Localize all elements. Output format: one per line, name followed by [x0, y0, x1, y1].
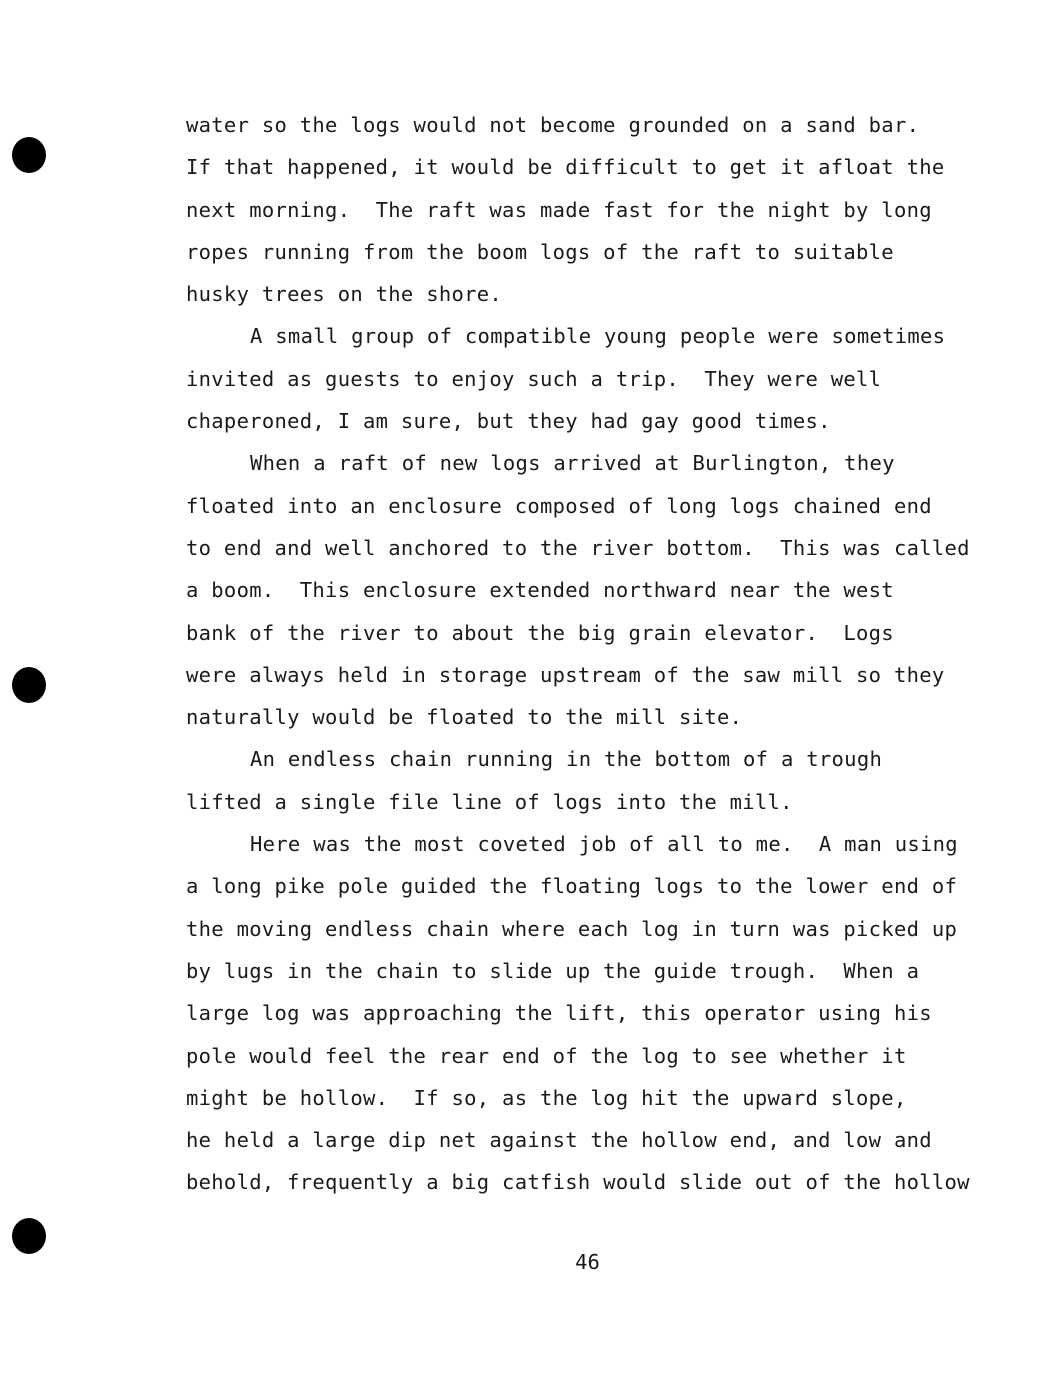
text-line: next morning. The raft was made fast for the night by long — [186, 197, 932, 222]
text-line: chaperoned, I am sure, but they had gay good times. — [186, 409, 831, 434]
page-body — [186, 104, 986, 1204]
text-line: water so the logs would not become grounded on a sand bar. — [186, 113, 920, 137]
binder-hole-top — [12, 137, 46, 173]
text-line: naturally would be floated to the mill site. — [186, 705, 743, 730]
text-line: were always held in storage upstream of the saw mill so they — [186, 662, 945, 687]
text-line: ropes running from the boom logs of the raft to suitable — [186, 239, 894, 264]
text-line: a boom. This enclosure extended northward near the west — [186, 578, 894, 603]
binder-hole-bottom — [12, 1218, 46, 1254]
text-line: husky trees on the shore. — [186, 282, 503, 307]
text-line: by lugs in the chain to slide up the guide trough. When a — [186, 958, 920, 983]
text-line: might be hollow. If so, as the log hit the upward slope, — [186, 1085, 907, 1110]
text-line: the moving endless chain where each log in turn was picked up — [186, 916, 958, 941]
paragraph-first-line: A small group of compatible young people were sometimes — [250, 324, 946, 349]
paragraph-first-line: When a raft of new logs arrived at Burlington, they — [250, 451, 895, 476]
text-line: bank of the river to about the big grain elevator. Logs — [186, 620, 894, 645]
text-line: to end and well anchored to the river bottom. This was called — [186, 535, 970, 560]
text-line: pole would feel the rear end of the log to see whether it — [186, 1043, 907, 1068]
text-line: invited as guests to enjoy such a trip. They were well — [186, 366, 882, 391]
text-line: large log was approaching the lift, this operator using his — [186, 1001, 932, 1026]
text-line: a long pike pole guided the floating logs to the lower end of — [186, 874, 958, 899]
text-line: he held a large dip net against the hollow end, and low and — [186, 1128, 932, 1153]
text-line: lifted a single file line of logs into the mill. — [186, 789, 793, 814]
text-line: floated into an enclosure composed of long logs chained end — [186, 493, 932, 518]
binder-hole-middle — [12, 667, 46, 703]
page-number: 46 — [575, 1250, 600, 1274]
paragraph-first-line: Here was the most coveted job of all to me. A man using — [250, 832, 958, 857]
text-line: behold, frequently a big catfish would slide out of the hollow — [186, 1170, 970, 1195]
text-line: If that happened, it would be difficult to get it afloat the — [186, 155, 945, 180]
paragraph-first-line: An endless chain running in the bottom of a trough — [250, 747, 883, 772]
